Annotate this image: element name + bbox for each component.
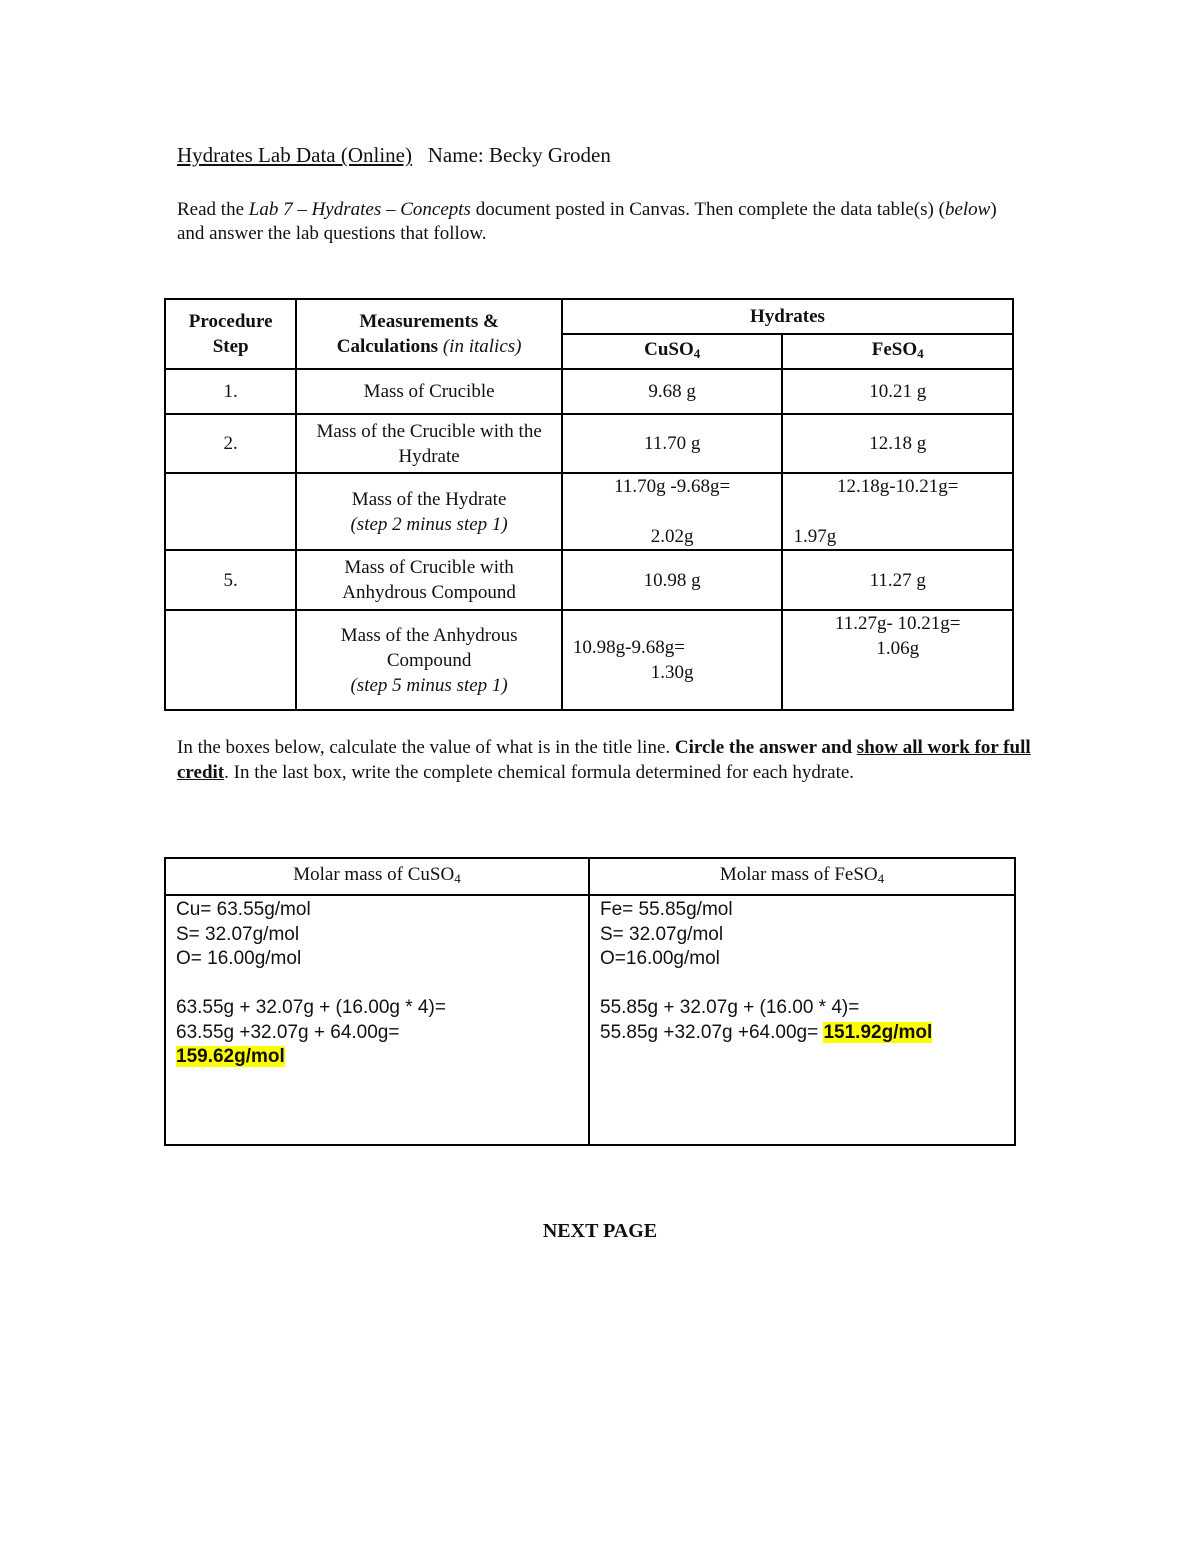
instr-text-1: In the boxes below, calculate the value of what is in the title line. [177, 737, 675, 758]
desc-cell: Mass of Crucible [296, 369, 562, 414]
hydrates-data-table [164, 298, 1014, 711]
intro-text-3: ) and answer the lab questions that follow. [177, 199, 997, 244]
molar-mass-cuso4-header: Molar mass of CuSO$_4$ [165, 858, 589, 895]
step-cell: 1. [165, 369, 296, 414]
desc-cell: Mass of the Hydrate (step 2 minus step 1) [296, 473, 562, 550]
feso4-value: 12.18g-10.21g= 1.97g [782, 473, 1013, 550]
header-feso4: FeSO$_4$ [782, 334, 1013, 369]
step-cell [165, 473, 296, 550]
header-measurements: Measurements & Calculations (in italics) [296, 299, 562, 369]
instr-bold: Circle the answer and [674, 737, 857, 758]
cuso4-answer: 159.62g/mol [176, 1046, 285, 1067]
instr-text-2: . In the last box, write the complete chemical formula determined for each hydrate. [224, 762, 855, 783]
step-cell [165, 610, 296, 710]
intro-doc-name: Lab 7 – Hydrates – Concepts [248, 199, 471, 220]
cuso4-value: 10.98g-9.68g= 1.30g [562, 610, 783, 710]
cuso4-value: 11.70 g [562, 414, 783, 473]
table-row [165, 369, 1013, 414]
feso4-value: 11.27 g [782, 550, 1013, 610]
header-cuso4: CuSO$_4$ [562, 334, 783, 369]
desc-cell: Mass of the Crucible with the Hydrate [296, 414, 562, 473]
cuso4-value: 10.98 g [562, 550, 783, 610]
lab-title: Hydrates Lab Data (Online) [177, 143, 412, 167]
header-hydrates: Hydrates [562, 299, 1013, 334]
step-cell: 2. [165, 414, 296, 473]
molar-mass-table [164, 857, 1016, 1146]
feso4-value: 11.27g- 10.21g= 1.06g [782, 610, 1013, 710]
cuso4-value: 11.70g -9.68g= 2.02g [562, 473, 783, 550]
cuso4-value: 9.68 g [562, 369, 783, 414]
instructions-paragraph [177, 735, 1037, 785]
next-page-label: NEXT PAGE [542, 1220, 658, 1242]
instr-bold-underline: show all work for full credit [177, 737, 1031, 783]
header-procedure-step: Procedure Step [165, 299, 296, 369]
table-row [165, 414, 1013, 473]
molar-mass-feso4-header: Molar mass of FeSO$_4$ [589, 858, 1015, 895]
intro-text-1: Read the [177, 199, 249, 220]
feso4-value: 12.18 g [782, 414, 1013, 473]
table-row [165, 550, 1013, 610]
desc-cell: Mass of the Anhydrous Compound (step 5 minus step 1) [296, 610, 562, 710]
intro-paragraph [177, 198, 1007, 246]
intro-text-2: document posted in Canvas. Then complete the data table(s) ( [470, 199, 945, 220]
cuso4-work-box: Cu= 63.55g/mol S= 32.07g/mol O= 16.00g/mol 63.55g + 32.07g + (16.00g * 4)= 63.55g +32.07g + 64.00g= 159.62g/mol [165, 895, 589, 1145]
table-row [165, 610, 1013, 710]
step-cell: 5. [165, 550, 296, 610]
student-name: Name: Becky Groden [427, 143, 611, 167]
feso4-value: 10.21 g [782, 369, 1013, 414]
table-row [165, 473, 1013, 550]
feso4-work-box: Fe= 55.85g/mol S= 32.07g/mol O=16.00g/mol 55.85g + 32.07g + (16.00 * 4)= 55.85g +32.07g +64.00g= 151.92g/mol [589, 895, 1015, 1145]
intro-below: below [944, 199, 991, 220]
document-title-line [177, 143, 611, 168]
feso4-answer: 151.92g/mol [823, 1021, 933, 1043]
desc-cell: Mass of Crucible with Anhydrous Compound [296, 550, 562, 610]
